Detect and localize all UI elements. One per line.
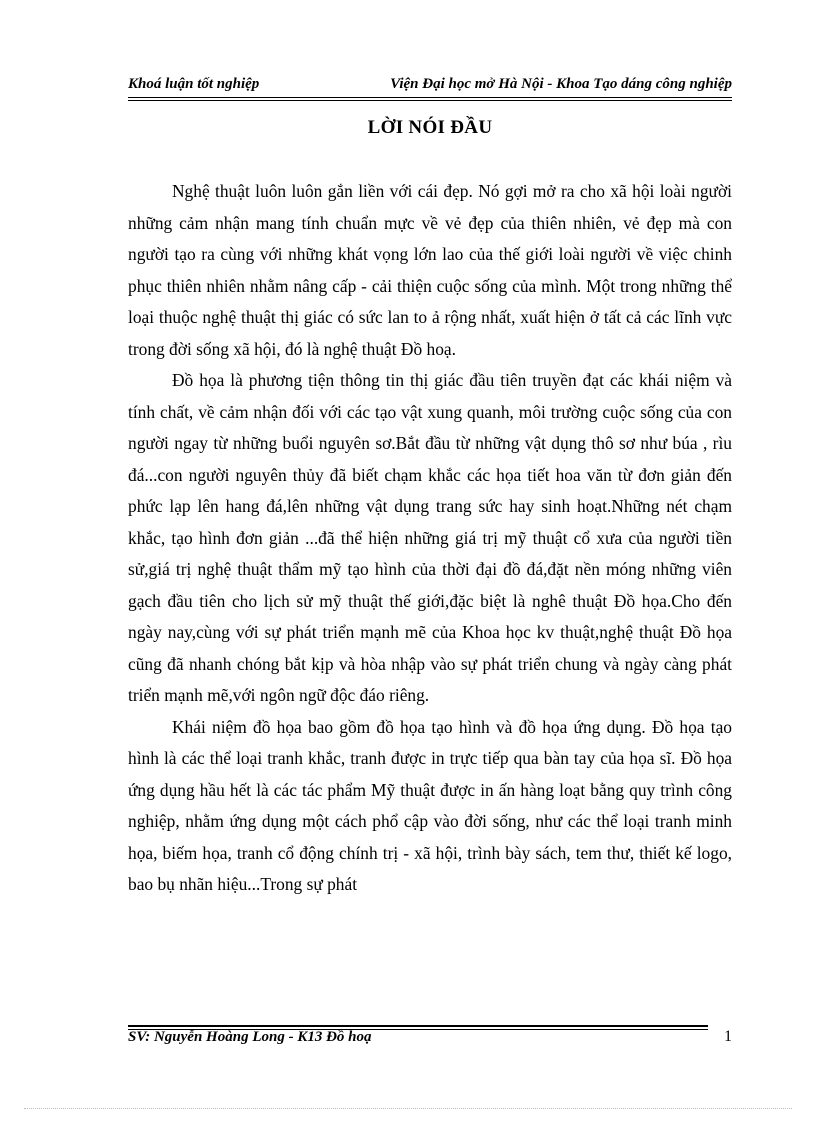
page-header [128, 76, 732, 98]
page-footer [128, 1028, 732, 1046]
body-text [128, 176, 732, 901]
footer-author: SV: Nguyễn Hoàng Long - K13 Đồ hoạ [128, 1029, 372, 1045]
page-number: 1 [724, 1028, 732, 1045]
header-right-text: Viện Đại học mở Hà Nội - Khoa Tạo dáng công nghiệp [390, 76, 732, 92]
paragraph-3: Khái niệm đồ họa bao gồm đồ họa tạo hình và đồ họa ứng dụng. Đồ họa tạo hình là các thể loại tranh khắc, tranh được in trực tiếp qua bàn tay của họa sĩ. Đồ họa ứng dụng hầu hết là các tác phẩm Mỹ thuật được in ấn hàng loạt bằng quy trình công nghiệp, nhằm ứng dụng một cách phổ cập vào đời sống, như các thể loại tranh minh họa, biếm họa, tranh cổ động chính trị - xã hội, trình bày sách, tem thư, thiết kế logo, bao bụ nhãn hiệu...Trong sự phát [128, 716, 732, 894]
paragraph-2: Đồ họa là phương tiện thông tin thị giác đầu tiên truyền đạt các khái niệm và tính chất, về cảm nhận đối với các tạo vật xung quanh, môi trường cuộc sống của con người ngay từ những buổi nguyên sơ.Bắt đầu từ những vật dụng thô sơ như búa , rìu đá...con người nguyên thủy đã biết chạm khắc các họa tiết hoa văn từ đơn giản đến phức lạp lên hang đá,lên những vật dụng trang sức hay sinh hoạt.Những nét chạm khắc, tạo hình đơn giản ...đã thể hiện những giá trị mỹ thuật cổ xưa của người tiền sử,giá trị nghệ thuật thẩm mỹ tạo hình của thời đại đồ đá,đặt nền móng những viên gạch đầu tiên cho lịch sử mỹ thuật thế giới,đặc biệt là nghê thuật Đồ họa.Cho đến ngày nay,cùng với sự phát triển mạnh mẽ của Khoa học kv thuật,nghệ thuật Đồ họa cũng đã nhanh chóng bắt kịp và hòa nhập vào sự phát triển chung và ngày càng phát triển mạnh mẽ,với ngôn ngữ độc đáo riêng. [128, 370, 732, 705]
page-edge-divider [24, 1108, 792, 1109]
header-left-text: Khoá luận tốt nghiệp [128, 76, 260, 92]
page-title: LỜI NÓI ĐẦU [367, 117, 493, 138]
paragraph-1: Nghệ thuật luôn luôn gắn liền với cái đẹp. Nó gợi mở ra cho xã hội loài người những cảm nhận mang tính chuẩn mực về vẻ đẹp của thiên nhiên, vẻ đẹp mà con người tạo ra cùng với những khát vọng lớn lao của thế giới loài người về việc chinh phục thiên nhiên nhằm nâng cấp - cải thiện cuộc sống của mình. Một trong những thể loại thuộc nghệ thuật thị giác có sức lan to ả rộng nhất, xuất hiện ở tất cả các lĩnh vực trong đời sống xã hội, đó là nghệ thuật Đồ hoạ. [128, 181, 732, 359]
footer-divider [128, 1025, 708, 1027]
